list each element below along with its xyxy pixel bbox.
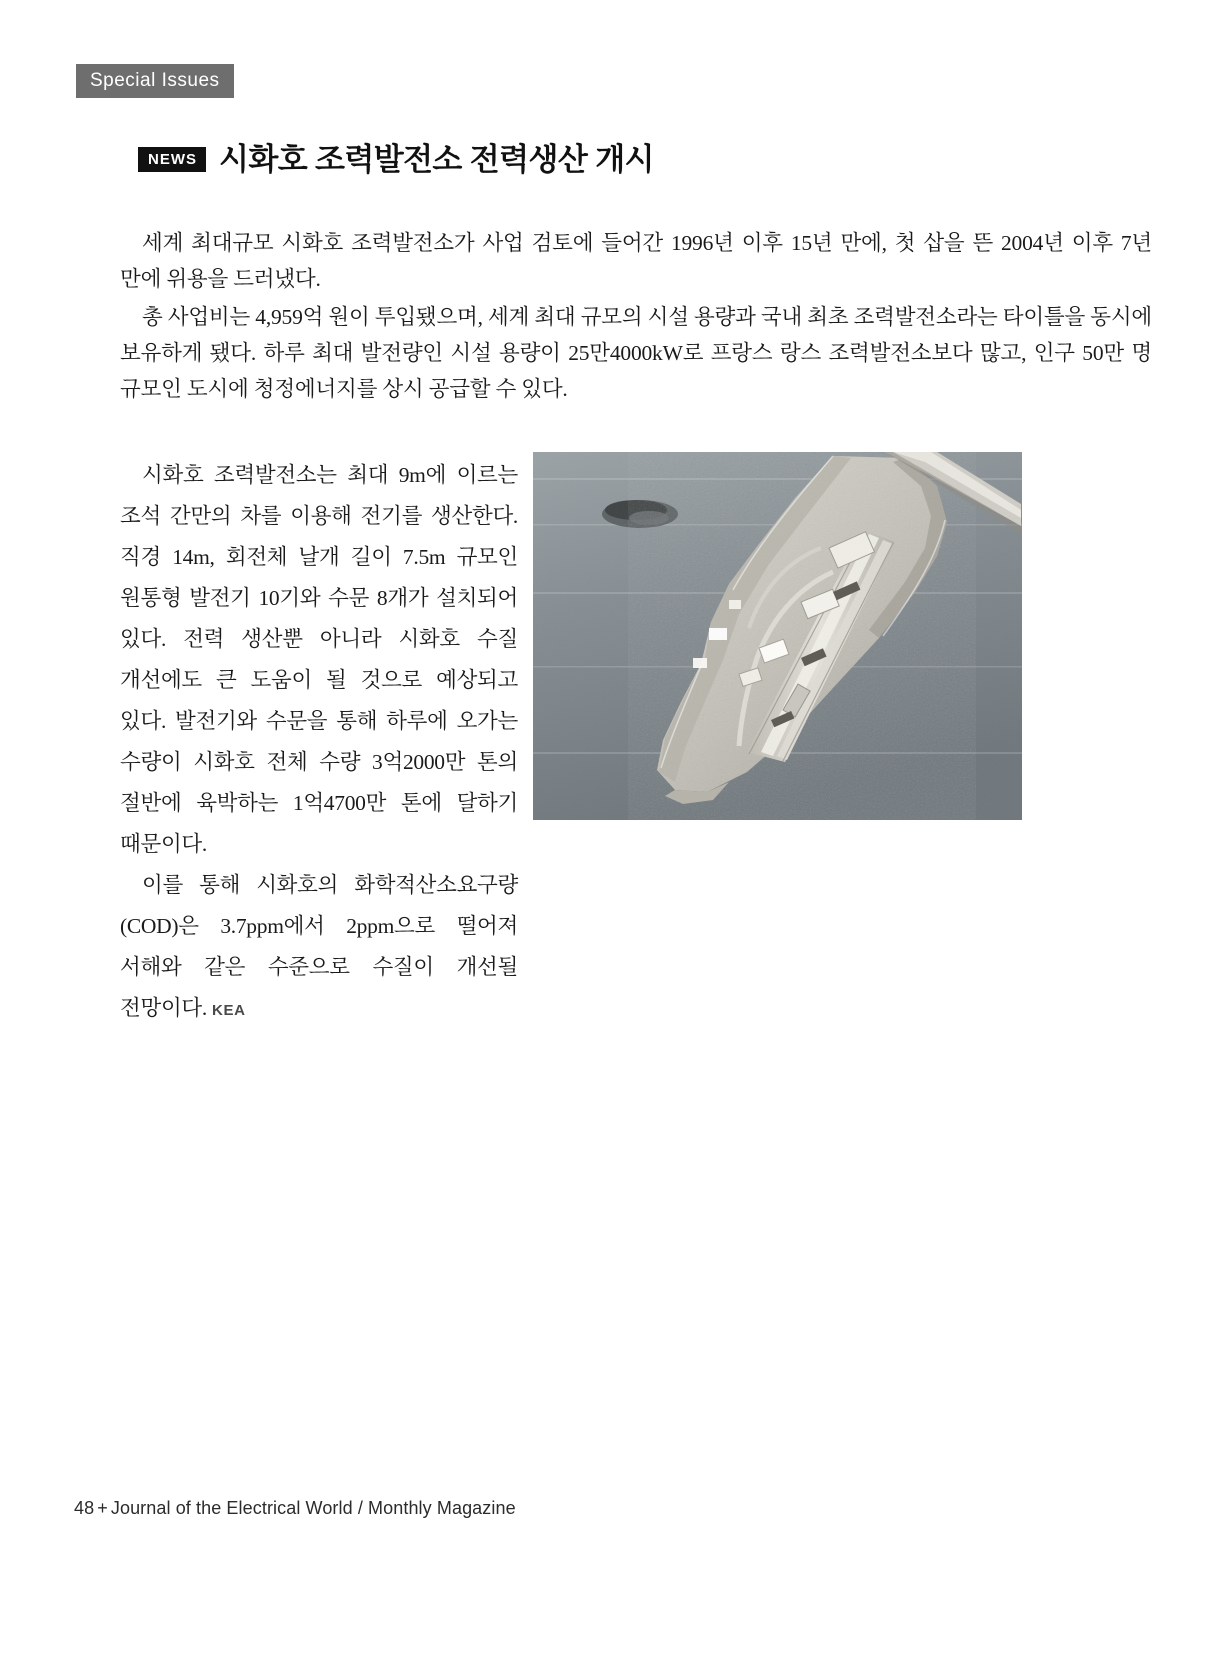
credit-label: KEA	[212, 1002, 246, 1019]
lead-paragraphs	[120, 225, 1152, 409]
article-photo	[533, 452, 1022, 820]
body-paragraph-2-text: 이를 통해 시화호의 화학적산소요구량(COD)은 3.7ppm에서 2ppm으로 떨어져 서해와 같은 수준으로 수질이 개선될 전망이다.	[120, 873, 518, 1020]
page-title: 시화호 조력발전소 전력생산 개시	[219, 142, 654, 177]
footer-page-number: 48	[74, 1498, 95, 1518]
body-column	[120, 455, 518, 1031]
body-paragraph-1: 시화호 조력발전소는 최대 9m에 이르는 조석 간만의 차를 이용해 전기를 생산한다. 직경 14m, 회전체 날개 길이 7.5m 규모인 원통형 발전기 10기와 수문 8개가 설치되어 있다. 전력 생산뿐 아니라 시화호 수질 개선에도 큰 도움이 될 것으로 예상되고 있다. 발전기와 수문을 통해 하루에 오가는 수량이 시화호 전체 수량 3억2000만 톤의 절반에 육박하는 1억4700만 톤에 달하기 때문이다.	[120, 463, 518, 856]
news-badge: NEWS	[138, 147, 206, 172]
footer-separator: +	[97, 1498, 108, 1518]
section-tag: Special Issues	[76, 64, 234, 98]
footer-publication: Journal of the Electrical World / Monthly Magazine	[110, 1498, 516, 1518]
body-paragraph-2	[120, 865, 518, 1031]
page-footer	[74, 1498, 516, 1519]
lead-paragraph-2: 총 사업비는 4,959억 원이 투입됐으며, 세계 최대 규모의 시설 용량과 국내 최초 조력발전소라는 타이틀을 동시에 보유하게 됐다. 하루 최대 발전량인 시설 용량이 25만4000kW로 프랑스 랑스 조력발전소보다 많고, 인구 50만 명 규모인 도시에 청정에너지를 상시 공급할 수 있다.	[120, 305, 1152, 401]
article-headline	[138, 144, 654, 175]
lead-paragraph-1: 세계 최대규모 시화호 조력발전소가 사업 검토에 들어간 1996년 이후 15년 만에, 첫 삽을 뜬 2004년 이후 7년 만에 위용을 드러냈다.	[120, 231, 1152, 291]
